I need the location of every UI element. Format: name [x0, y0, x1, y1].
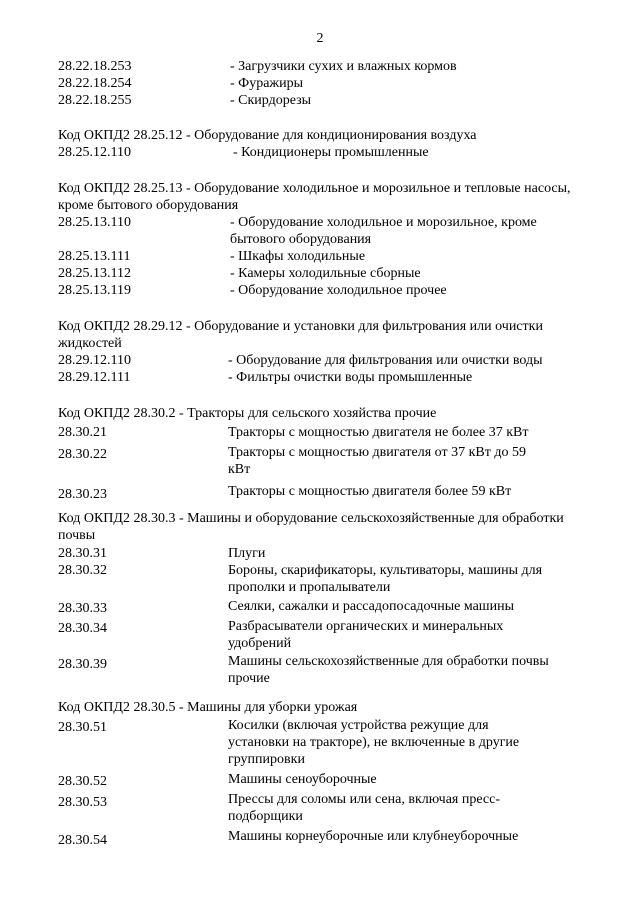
- okpd-code: 28.29.12.110: [58, 353, 131, 368]
- list-item: [58, 444, 588, 478]
- okpd-code: 28.30.22: [58, 447, 107, 462]
- item-description: Разбрасыватели органических и минеральных удобрений: [228, 619, 504, 651]
- item-description: - Кондиционеры промышленные: [233, 145, 429, 160]
- item-description: Косилки (включая устройства режущие для установки на тракторе), не включенные в другие группировки: [228, 718, 520, 767]
- section-heading: Код ОКПД2 28.29.12 - Оборудование и установки для фильтрования или очистки жидкостей: [58, 319, 543, 351]
- okpd-code: 28.22.18.254: [58, 76, 132, 91]
- okpd-code: 28.25.12.110: [58, 145, 131, 160]
- list-item: [58, 771, 588, 790]
- okpd-code: 28.30.52: [58, 774, 107, 789]
- okpd-code: 28.30.31: [58, 546, 107, 561]
- list-item: [58, 618, 588, 652]
- list-item: [58, 58, 588, 75]
- section-heading: Код ОКПД2 28.30.2 - Тракторы для сельского хозяйства прочие: [58, 406, 437, 421]
- item-description: Машины корнеуборочные или клубнеуборочные: [228, 829, 519, 844]
- section-28-30-3: [58, 510, 588, 687]
- section-28-29-12: [58, 318, 588, 386]
- list-item: [58, 352, 588, 369]
- okpd-code: 28.25.13.112: [58, 266, 131, 281]
- item-description: - Оборудование для фильтрования или очистки воды: [228, 353, 543, 368]
- okpd-code: 28.30.34: [58, 621, 107, 636]
- item-description: - Скирдорезы: [230, 93, 312, 108]
- item-description: Тракторы с мощностью двигателя более 59 кВт: [228, 484, 512, 499]
- item-description: - Камеры холодильные сборные: [230, 266, 421, 281]
- list-item: [58, 598, 588, 617]
- item-description: Плуги: [228, 546, 266, 561]
- item-description: - Фуражиры: [230, 76, 304, 91]
- item-description: - Шкафы холодильные: [230, 249, 366, 264]
- section-heading: Код ОКПД2 28.30.5 - Машины для уборки урожая: [58, 700, 358, 715]
- okpd-code: 28.30.39: [58, 657, 107, 672]
- section-28-25-13: [58, 180, 588, 299]
- section-heading: Код ОКПД2 28.25.12 - Оборудование для кондиционирования воздуха: [58, 128, 477, 143]
- list-item: [58, 545, 588, 562]
- list-item: [58, 265, 588, 282]
- okpd-code: 28.30.54: [58, 833, 107, 848]
- list-item: [58, 248, 588, 265]
- item-description: - Загрузчики сухих и влажных кормов: [230, 59, 457, 74]
- list-item: [58, 483, 588, 503]
- list-item: [58, 717, 588, 768]
- list-item: [58, 828, 588, 849]
- item-description: Машины сельскохозяйственные для обработки почвы прочие: [228, 654, 549, 686]
- list-item: [58, 92, 588, 109]
- list-item: [58, 75, 588, 92]
- okpd-code: 28.25.13.110: [58, 215, 131, 230]
- section-28-30-2: [58, 405, 588, 503]
- okpd-code: 28.30.23: [58, 487, 107, 502]
- okpd-code: 28.22.18.253: [58, 59, 132, 74]
- item-description: - Фильтры очистки воды промышленные: [228, 370, 473, 385]
- section-28-30-5: [58, 699, 588, 849]
- okpd-code: 28.25.13.111: [58, 249, 131, 264]
- okpd-code: 28.22.18.255: [58, 93, 132, 108]
- item-description: - Оборудование холодильное прочее: [230, 283, 447, 298]
- okpd-code: 28.30.21: [58, 425, 107, 440]
- item-description: Прессы для соломы или сена, включая пресс- подборщики: [228, 792, 501, 824]
- item-description: Тракторы с мощностью двигателя от 37 кВт до 59 кВт: [228, 445, 526, 477]
- item-description: Бороны, скарификаторы, культиваторы, машины для прополки и пропалыватели: [228, 563, 543, 595]
- okpd-code: 28.25.13.119: [58, 283, 131, 298]
- item-description: Тракторы с мощностью двигателя не более 37 кВт: [228, 425, 529, 440]
- okpd-code: 28.29.12.111: [58, 370, 131, 385]
- section-28-25-12: [58, 127, 588, 161]
- list-item: [58, 144, 588, 161]
- okpd-code: 28.30.51: [58, 720, 107, 735]
- list-item: [58, 214, 588, 248]
- section-heading: Код ОКПД2 28.30.3 - Машины и оборудование сельскохозяйственные для обработки почвы: [58, 511, 564, 543]
- list-item: [58, 791, 588, 825]
- page-number: 2: [316, 31, 324, 46]
- list-item: [58, 369, 588, 386]
- section-continuation: [58, 58, 588, 109]
- list-item: [58, 562, 588, 596]
- item-description: - Оборудование холодильное и морозильное, кроме бытового оборудования: [230, 215, 537, 247]
- okpd-code: 28.30.32: [58, 563, 107, 578]
- okpd-code: 28.30.33: [58, 601, 107, 616]
- list-item: [58, 653, 588, 687]
- list-item: [58, 424, 588, 441]
- item-description: Сеялки, сажалки и рассадопосадочные машины: [228, 599, 514, 614]
- section-heading: Код ОКПД2 28.25.13 - Оборудование холодильное и морозильное и тепловые насосы, кроме бытового оборудования: [58, 181, 571, 213]
- okpd-code: 28.30.53: [58, 795, 107, 810]
- list-item: [58, 282, 588, 299]
- item-description: Машины сеноуборочные: [228, 772, 377, 787]
